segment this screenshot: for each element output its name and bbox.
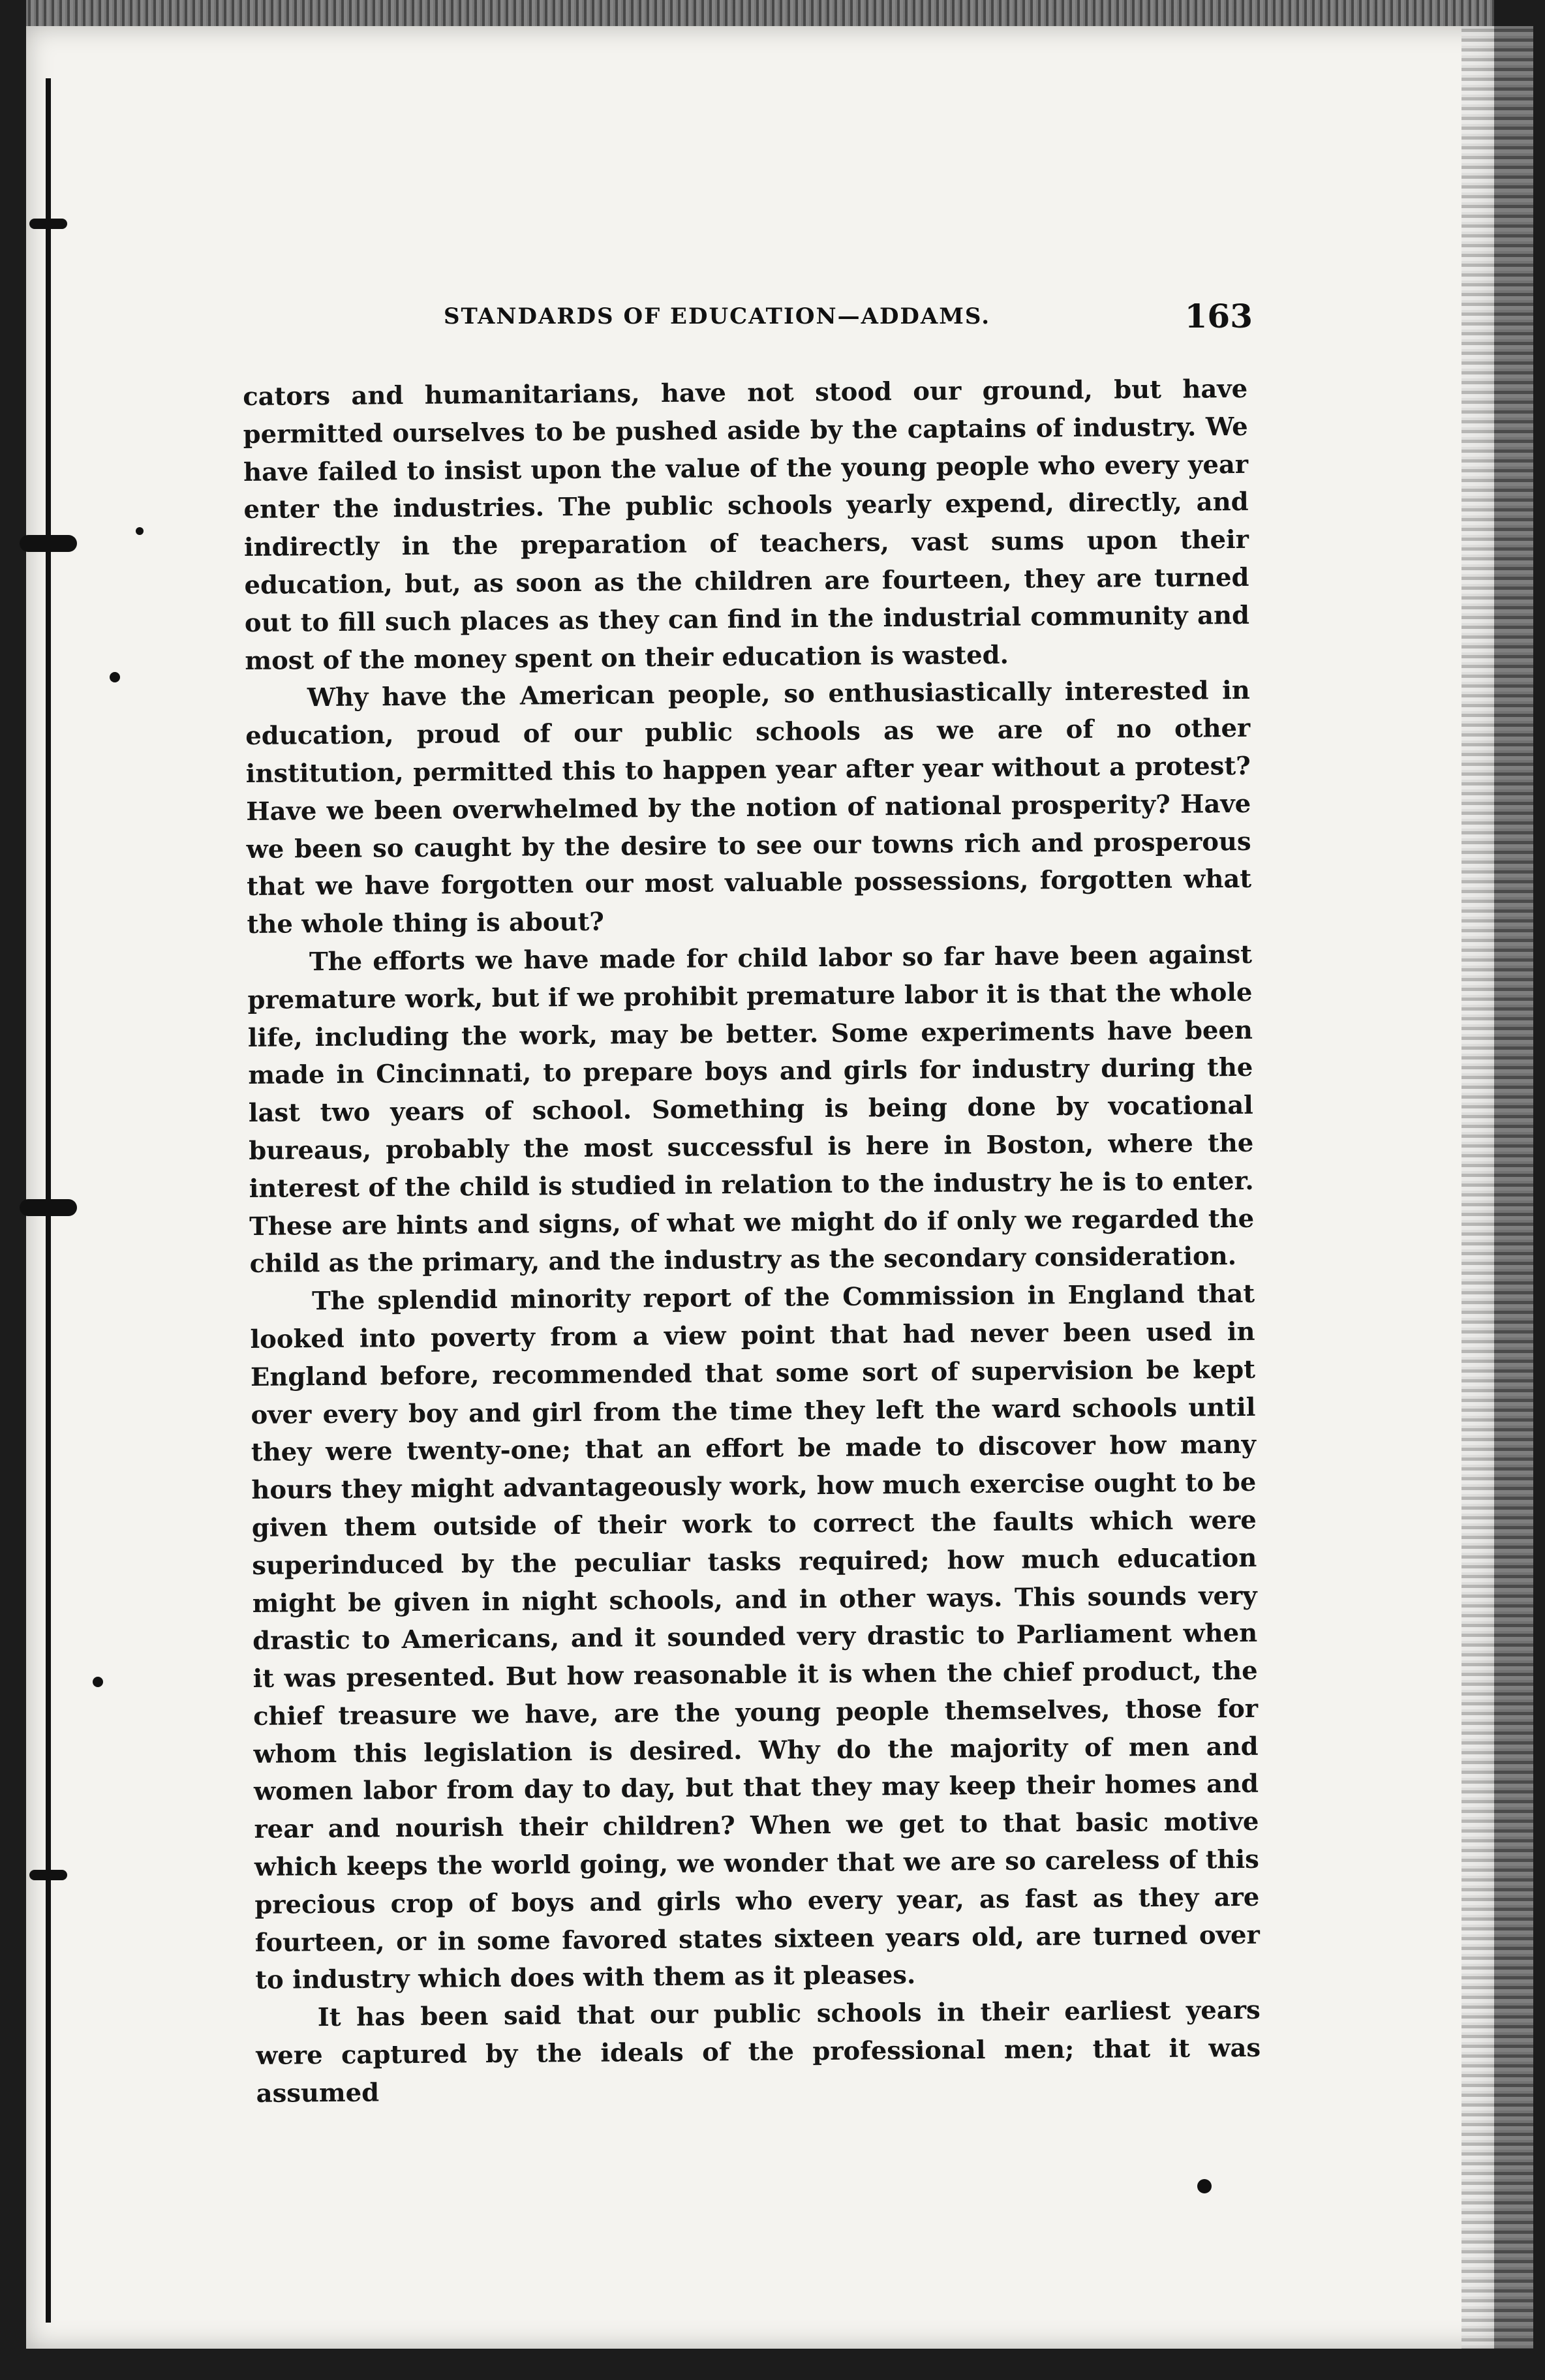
scan-edge-right xyxy=(1461,26,1533,2349)
binding-clip-mark xyxy=(20,1199,77,1216)
body-text xyxy=(243,371,1261,2113)
paragraph: Why have the American people, so enthusiastically interested in education, proud of our public schools as we are of no other institution, permitted this to happen year after year without a protest? Have we been overwhelmed by the notion of national prosperity? Have we been so caught by the desire to see our towns rich and prosperous that we have forgotten our most valuable possessions, forgotten what the whole thing is about? xyxy=(245,676,1252,940)
paragraph: cators and humanitarians, have not stood our ground, but have permitted ourselves to be pushed aside by the captains of industry. We have failed to insist upon the value of the young people who every year enter the industries. The public schools yearly expend, directly, and indirectly in the preparation of teachers, vast sums upon their education, but, as soon as the children are fourteen, they are turned out to fill such places as they can find in the industrial community and most of the money spent on their education is wasted. xyxy=(243,374,1250,676)
paragraph: It has been said that our public schools in their earliest years were captured by the ideals of the professional men; that it was assumed xyxy=(256,1996,1261,2109)
paragraph: The splendid minority report of the Commission in England that looked into poverty from a view point that had never been used in England before, recommended that some sort of supervision be kept over every boy and girl from the time they left the ward schools until they were twenty-one; that an effort be made to discover how many hours they might advantageously work, how much exercise ought to be given them outside of their work to correct the faults which were superinduced by the peculiar tasks required; how much education might be given in night schools, and in other ways. This sounds very drastic to Americans, and it sounded very drastic to Parliament when it was presented. But how reasonable it is when the chief product, the chief treasure we have, are the young people themselves, those for whom this legislation is desired. Why do the majority of men and women labor from day to day, but that they may keep their homes and rear and nourish their children? When we get to that basic motive which keeps the world going, we wonder that we are so careless of this precious crop of boys and girls who every year, as fast as they are fourteen, or in some favored states sixteen years old, are turned over to industry which does with them as it pleases. xyxy=(250,1279,1260,1996)
scan-speck xyxy=(93,1677,103,1687)
scan-speck xyxy=(110,672,120,682)
paragraph: The efforts we have made for child labor so far have been against premature work, but if we prohibit premature labor it is that the whole life, including the work, may be better. Some experiments have been made in Cincinnati, to prepare boys and girls for industry during the last two years of school. Something is being done by vocational bureaus, probably the most successful is here in Boston, where the interest of the child is studied in relation to the industry he is to enter. These are hints and signs, of what we might do if only we regarded the child as the primary, and the industry as the secondary consideration. xyxy=(247,939,1255,1279)
scan-speck xyxy=(136,527,144,535)
running-head xyxy=(444,297,1253,343)
running-head-title: STANDARDS OF EDUCATION—ADDAMS. xyxy=(444,303,991,329)
binding-clip-mark xyxy=(29,219,67,229)
page-number: 163 xyxy=(1184,297,1253,335)
scan-speck xyxy=(1197,2179,1212,2193)
binding-clip-mark xyxy=(29,1870,67,1880)
binding-clip-mark xyxy=(20,535,77,552)
